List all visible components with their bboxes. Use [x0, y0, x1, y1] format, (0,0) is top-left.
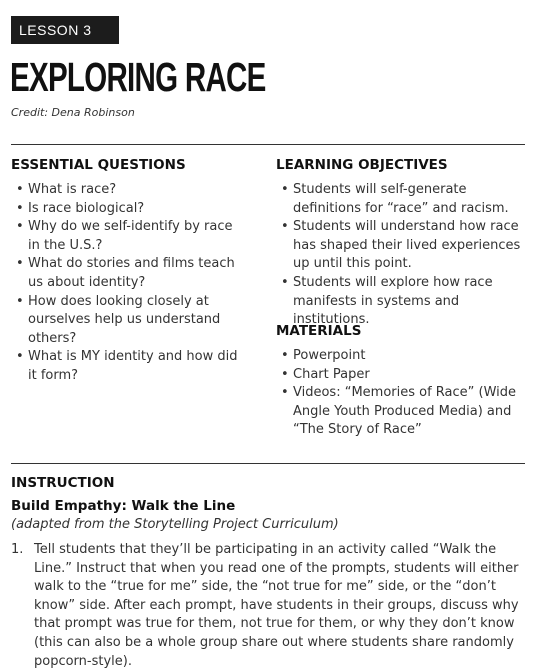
middle-divider — [11, 463, 525, 464]
materials-heading: MATERIALS — [276, 323, 362, 339]
materials-list — [276, 347, 534, 440]
list-item: • Why do we self-identify by race in the U.S.? — [16, 219, 233, 253]
top-divider — [11, 144, 525, 145]
list-item: • What do stories and films teach us about identity? — [16, 256, 235, 290]
bullet-icon: • — [16, 182, 24, 197]
step-number: 1. — [11, 542, 24, 557]
list-item: • Students will understand how race has shaped their lived experiences up until this point. — [281, 219, 521, 272]
instruction-step — [11, 541, 531, 671]
list-item: • What is race? — [11, 181, 241, 200]
activity-title: Build Empathy: Walk the Line — [11, 498, 236, 514]
bullet-icon: • — [16, 256, 24, 272]
bullet-icon: • — [281, 219, 289, 235]
list-item: • Powerpoint — [276, 347, 534, 366]
credit-line: Credit: Dena Robinson — [11, 106, 135, 119]
list-item: • How does looking closely at ourselves help us understand others? — [16, 293, 221, 346]
bullet-icon: • — [16, 293, 24, 309]
list-item: • Chart Paper — [276, 366, 534, 385]
learning-objectives-heading: LEARNING OBJECTIVES — [276, 157, 448, 173]
bullet-icon: • — [16, 349, 24, 365]
lesson-label: LESSON 3 — [19, 22, 92, 38]
step-text: Tell students that they’ll be participating in an activity called “Walk the Line.” Instruct that when you read one of the prompts, students will either walk to the “true for me” side, the “not true for me” side, or the “don’t know” side. After each prompt, have students in their groups, discuss why that prompt was true for them, not true for them, or why they don’t know (this can also be a whole group share out where students share randomly popcorn-style). — [34, 542, 519, 669]
list-item: • Students will explore how race manifests in systems and institutions. — [281, 274, 493, 328]
bullet-icon: • — [281, 274, 289, 290]
essential-questions-list — [11, 181, 241, 386]
list-item: • Students will self-generate definitions for “race” and racism. — [281, 182, 509, 216]
activity-source-note: (adapted from the Storytelling Project Curriculum) — [11, 517, 339, 532]
bullet-icon: • — [281, 366, 289, 382]
instruction-heading: INSTRUCTION — [11, 475, 115, 491]
bullet-icon: • — [16, 200, 24, 216]
essential-questions-heading: ESSENTIAL QUESTIONS — [11, 157, 186, 173]
page-title: EXPLORING RACE — [10, 54, 266, 100]
bullet-icon: • — [281, 348, 289, 363]
bullet-icon: • — [281, 385, 289, 401]
list-item: • Is race biological? — [11, 200, 241, 219]
list-item: • What is MY identity and how did it form? — [16, 349, 238, 383]
lesson-badge — [11, 16, 119, 44]
bullet-icon: • — [16, 219, 24, 235]
bullet-icon: • — [281, 182, 289, 197]
learning-objectives-list — [276, 181, 534, 330]
list-item: • Videos: “Memories of Race” (Wide Angle Youth Produced Media) and “The Story of Race” — [281, 385, 517, 438]
